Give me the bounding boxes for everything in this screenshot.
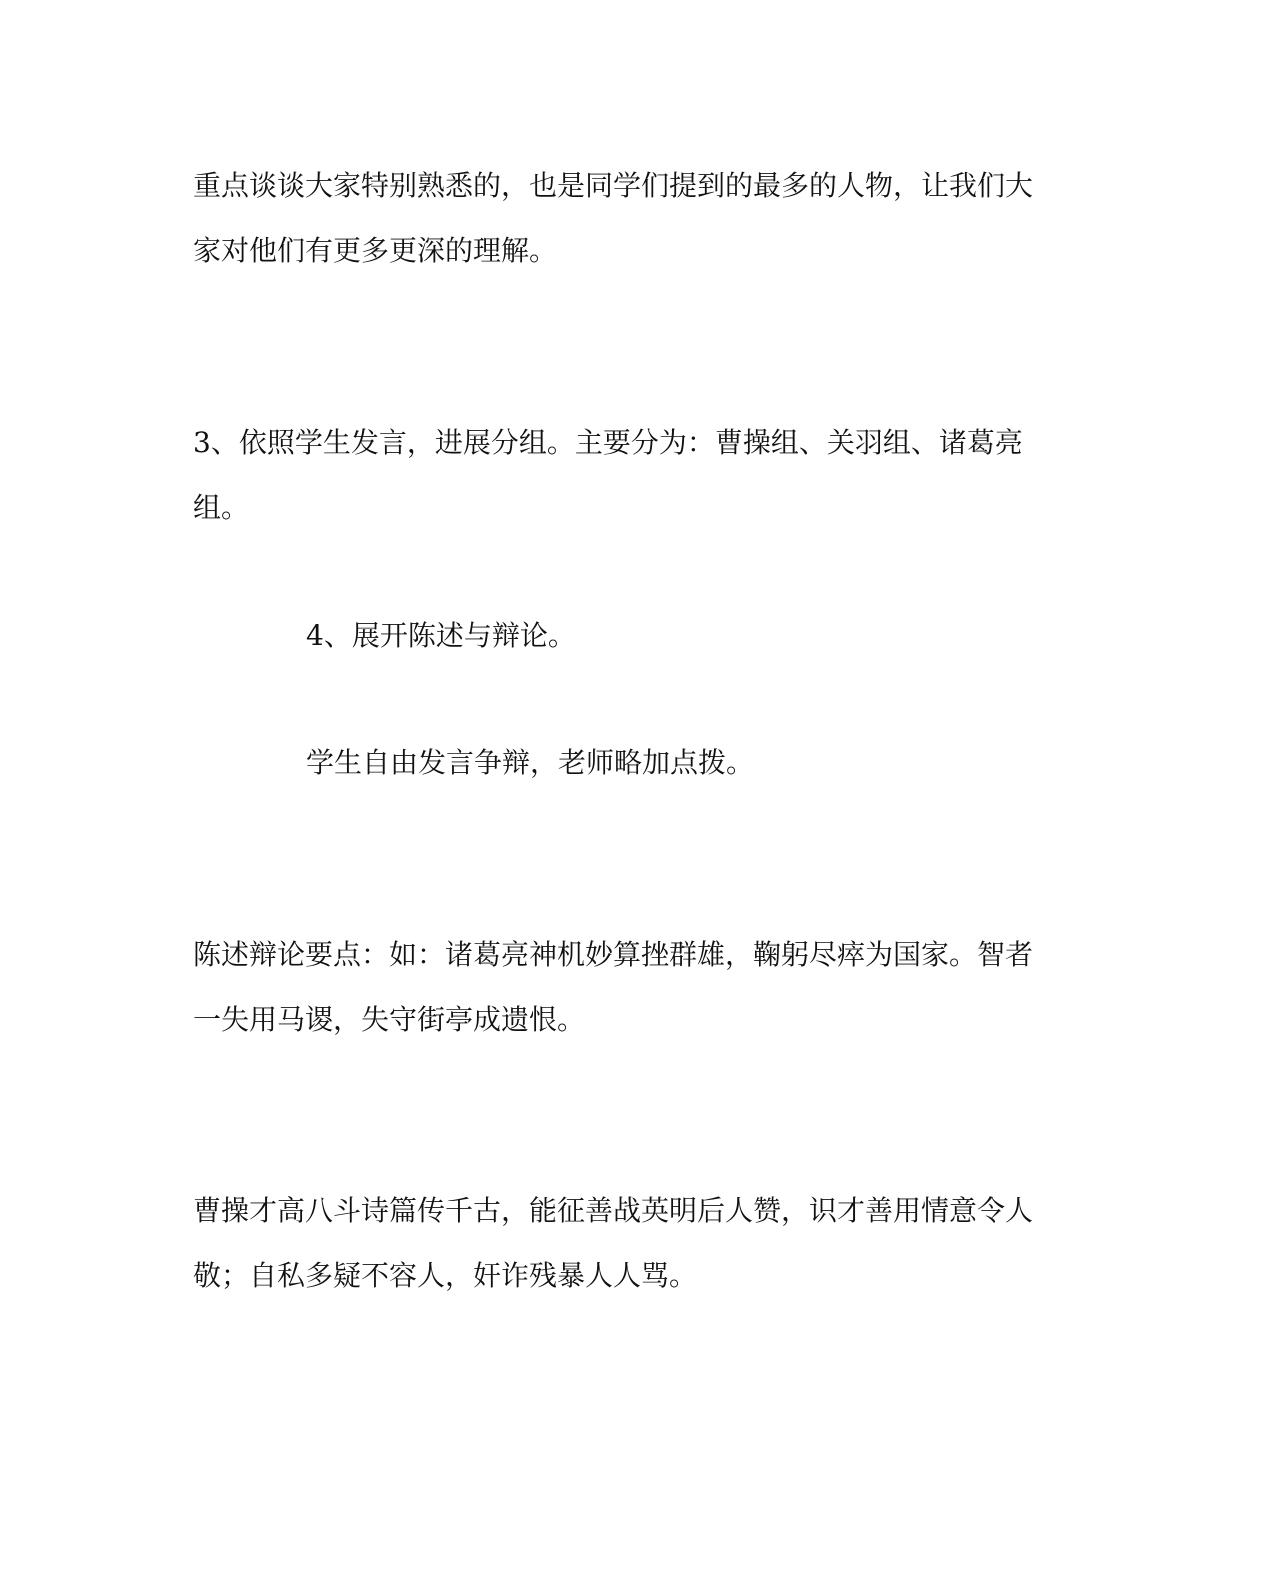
paragraph-2-line-2: 组。 (193, 491, 250, 524)
paragraph-4-line-1: 学生自由发言争辩，老师略加点拨。 (306, 746, 755, 779)
paragraph-6-line-2: 敬；自私多疑不容人，奸诈残暴人人骂。 (193, 1259, 698, 1292)
paragraph-3-line-1: 4、展开陈述与辩论。 (306, 619, 576, 652)
paragraph-1-line-2: 家对他们有更多更深的理解。 (193, 234, 558, 267)
paragraph-5-line-1: 陈述辩论要点：如：诸葛亮神机妙算挫群雄，鞠躬尽瘁为国家。智者 (193, 938, 1034, 971)
paragraph-2-line-1: 3、依照学生发言，进展分组。主要分为：曹操组、关羽组、诸葛亮 (193, 426, 1023, 459)
paragraph-6-line-1: 曹操才高八斗诗篇传千古，能征善战英明后人赞，识才善用情意令人 (193, 1194, 1034, 1227)
paragraph-1-line-1: 重点谈谈大家特别熟悉的，也是同学们提到的最多的人物，让我们大 (193, 169, 1034, 202)
paragraph-5-line-2: 一失用马谡，失守街亭成遗恨。 (193, 1003, 586, 1036)
